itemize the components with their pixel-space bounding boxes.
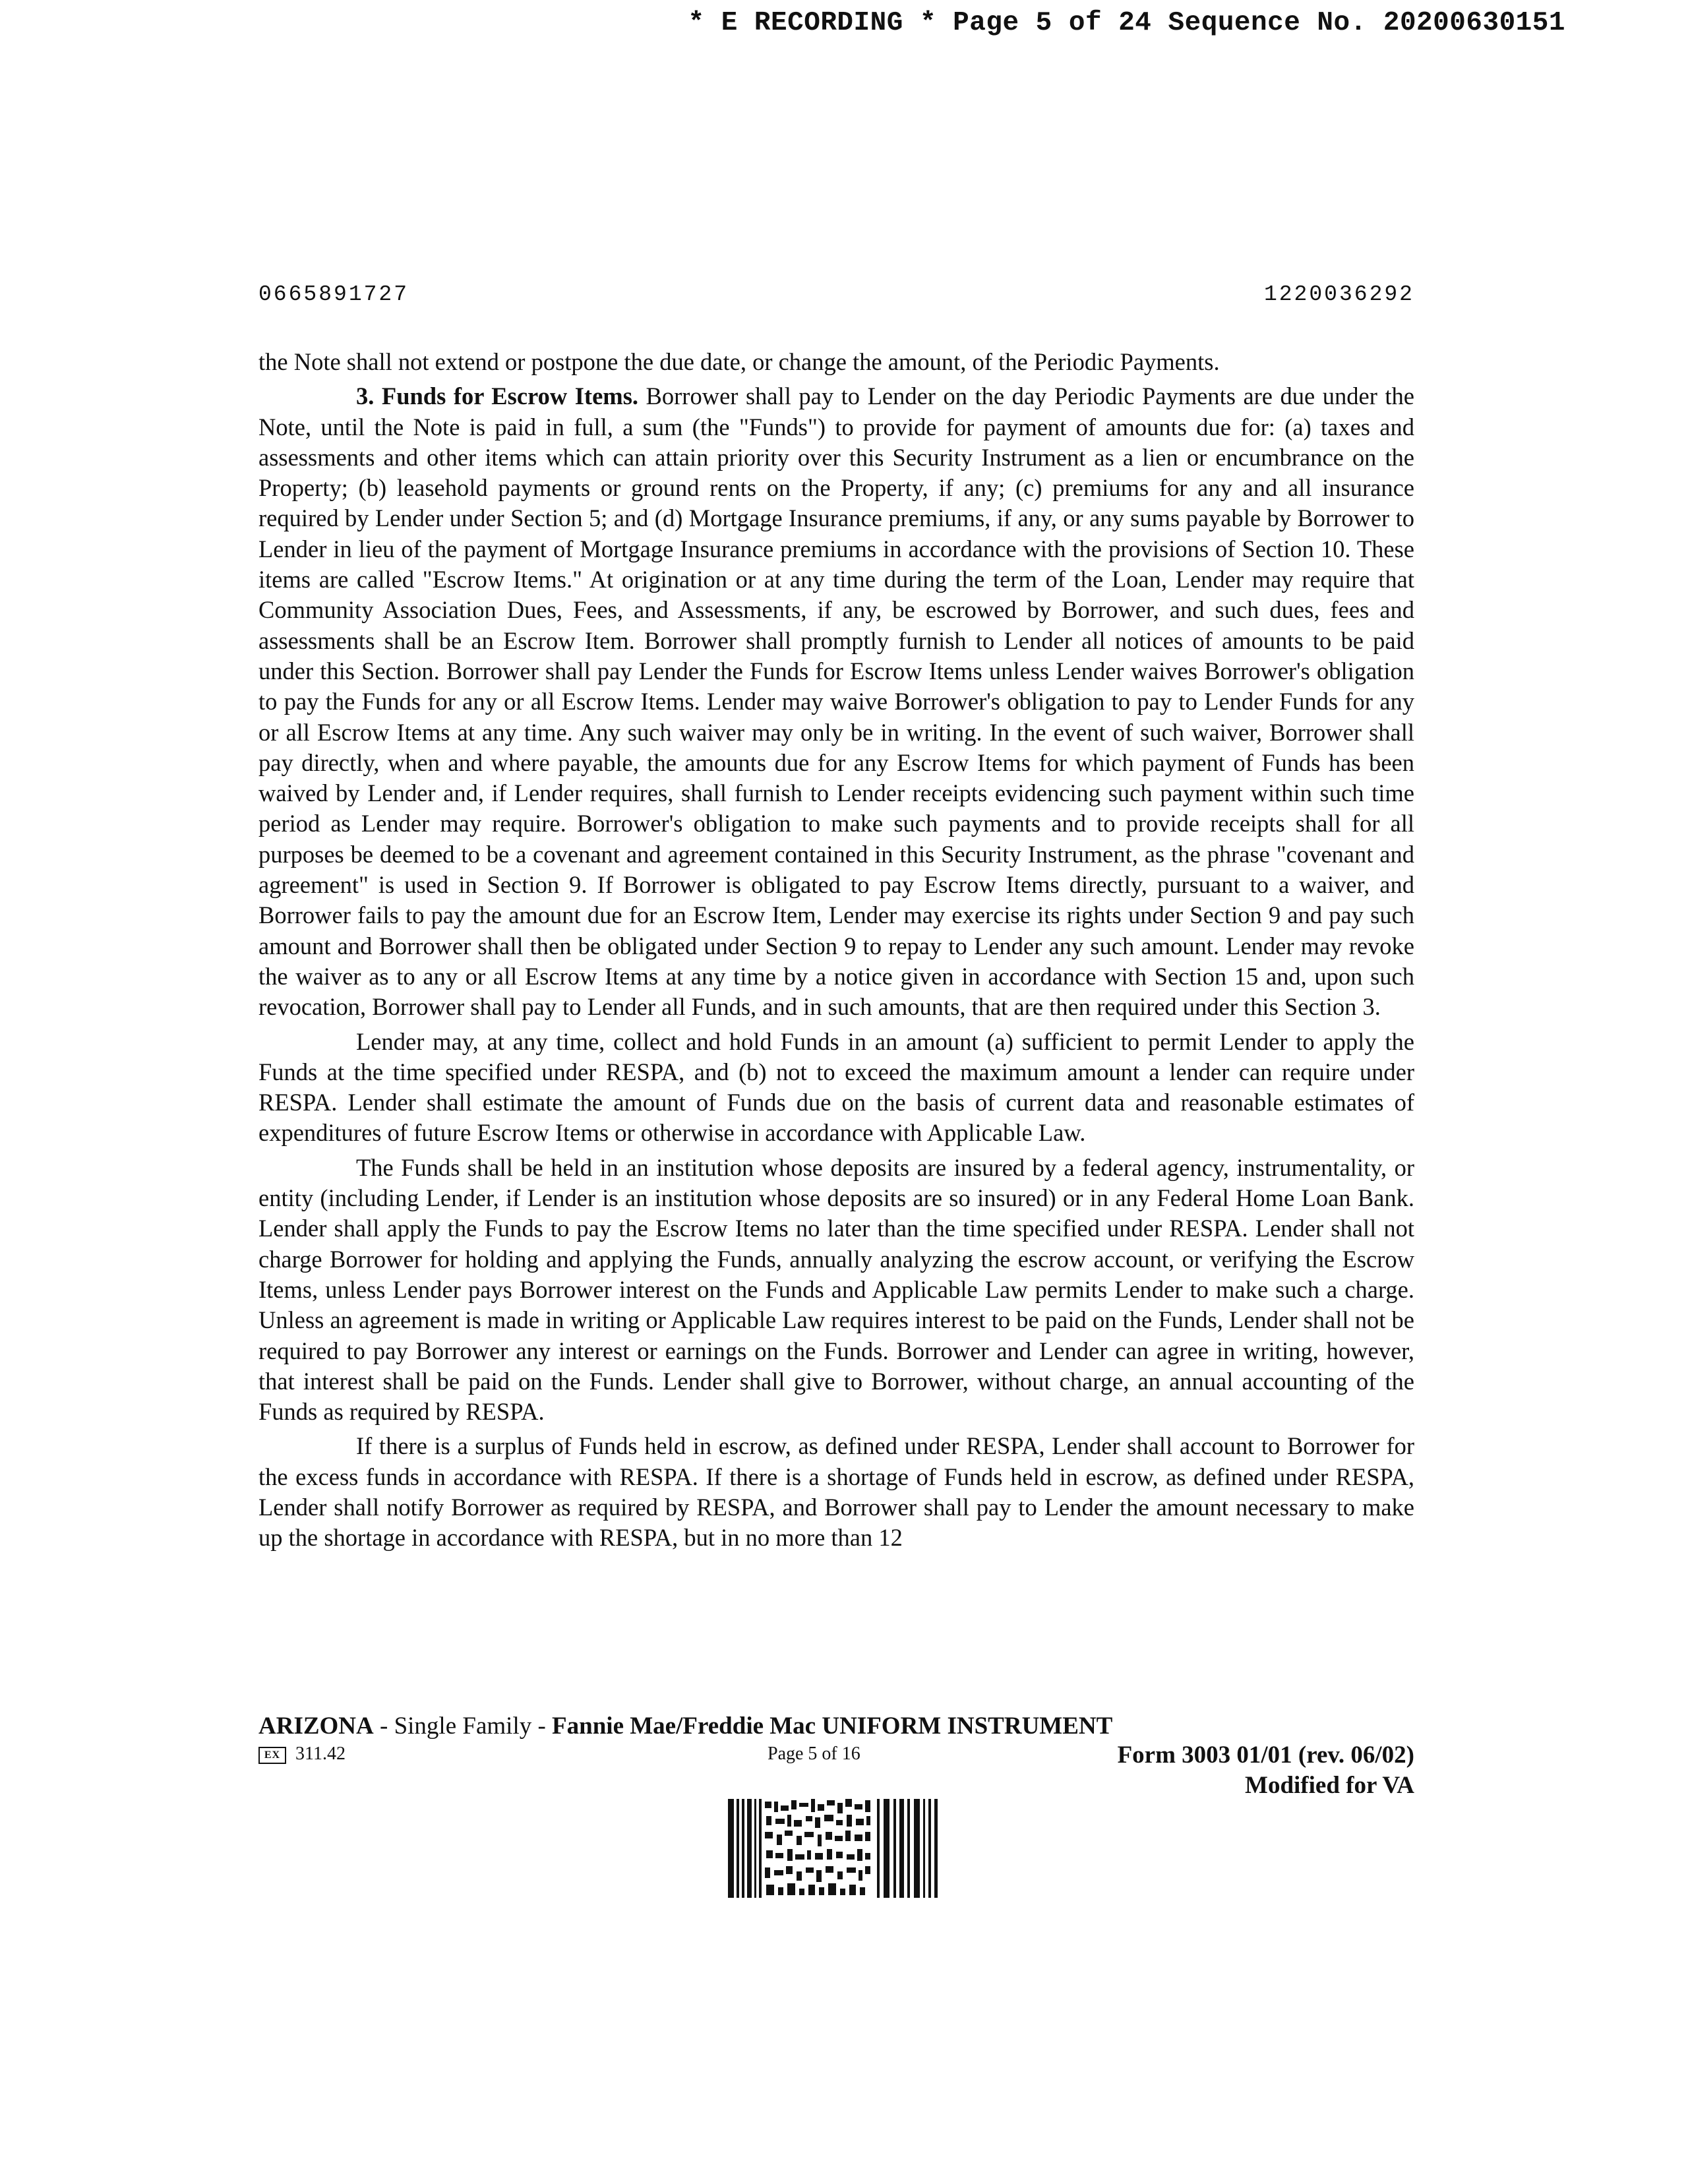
footer-row	[258, 1741, 1414, 1771]
modified-note: Modified for VA	[1245, 1772, 1414, 1799]
paragraph-collect-hold-funds: Lender may, at any time, collect and hold Funds in an amount (a) sufficient to permit Lender to apply the Funds at the time specified under RESPA, and (b) not to exceed the maximum amount a lender can require under RESPA. Lender shall estimate the amount of Funds due on the basis of current data and reasonable estimates of expenditures of future Escrow Items or otherwise in accordance with Applicable Law.	[258, 1027, 1414, 1147]
paragraph-surplus-shortage: If there is a surplus of Funds held in escrow, as defined under RESPA, Lender shall account to Borrower for the excess funds in accordance with RESPA. If there is a shortage of Funds held in escrow, as defined under RESPA, Lender shall notify Borrower as required by RESPA, and Borrower shall pay to Lender the amount necessary to make up the shortage in accordance with RESPA, but in no more than 12	[258, 1432, 1414, 1552]
form-number: Form 3003 01/01 (rev. 06/02)	[1117, 1742, 1414, 1769]
loan-number-left: 0665891727	[258, 282, 409, 307]
footer-state: ARIZONA	[258, 1713, 374, 1740]
barcode-icon	[728, 1799, 939, 1898]
paragraph-text: Borrower shall pay to Lender on the day Periodic Payments are due under the Note, until the Note is paid in full, a sum (the "Funds") to provide for payment of amounts due for: (a) taxes and assessments and other items which can attain priority over this Security Instrument as a lien or encumbrance on the Property; (b) leasehold payments or ground rents on the Property, if any; (c) premiums for any and all insurance required by Lender under Section 5; and (d) Mortgage Insurance premiums, if any, or any sums payable by Borrower to Lender in lieu of the payment of Mortgage Insurance premiums in accordance with the provisions of Section 10. These items are called "Escrow Items." At origination or at any time during the term of the Loan, Lender may require that Community Association Dues, Fees, and Assessments, if any, be escrowed by Borrower, and such dues, fees and assessments shall be an Escrow Item. Borrower shall promptly furnish to Lender all notices of amounts to be paid under this Section. Borrower shall pay Lender the Funds for Escrow Items unless Lender waives Borrower's obligation to pay the Funds for any or all Escrow Items. Lender may waive Borrower's obligation to pay to Lender Funds for any or all Escrow Items at any time. Any such waiver may only be in writing. In the event of such waiver, Borrower shall pay directly, when and where payable, the amounts due for any Escrow Items for which payment of Funds has been waived by Lender and, if Lender requires, shall furnish to Lender receipts evidencing such payment within such time period as Lender may require. Borrower's obligation to make such payments and to provide receipts shall for all purposes be deemed to be a covenant and agreement contained in this Security Instrument, as the phrase "covenant and agreement" is used in Section 9. If Borrower is obligated to pay Escrow Items directly, pursuant to a waiver, and Borrower fails to pay the amount due for an Escrow Item, Lender may exercise its rights under Section 9 and pay such amount and Borrower shall then be obligated under Section 9 to repay to Lender any such amount. Lender may revoke the waiver as to any or all Escrow Items at any time by a notice given in accordance with Section 15 and, upon such revocation, Borrower shall pay to Lender all Funds, and in such amounts, that are then required under this Section 3.	[258, 382, 1414, 1021]
page-counter: Page 5 of 16	[768, 1744, 860, 1764]
footer-instrument: Fannie Mae/Freddie Mac UNIFORM INSTRUMENT	[552, 1713, 1113, 1740]
paragraph-continuation: the Note shall not extend or postpone the due date, or change the amount, of the Periodic Payments.	[258, 348, 1220, 375]
paragraph-funds-for-escrow-items	[258, 381, 1414, 1022]
loan-number-right: 1220036292	[1263, 282, 1414, 307]
form-code	[258, 1744, 346, 1765]
ex-logo-icon: EX	[258, 1747, 286, 1764]
section-heading-3: 3. Funds for Escrow Items.	[356, 382, 639, 410]
document-footer	[258, 1712, 1414, 1800]
footer-separator: - Single Family -	[373, 1713, 553, 1740]
loan-numbers-row	[258, 282, 1414, 307]
form-code-number: 311.42	[295, 1744, 346, 1764]
document-body	[258, 347, 1414, 1558]
footer-title	[258, 1712, 1414, 1741]
recording-header: * E RECORDING * Page 5 of 24 Sequence No. 20200630151	[688, 8, 1565, 38]
paragraph-funds-held: The Funds shall be held in an institution whose deposits are insured by a federal agency, instrumentality, or entity (including Lender, if Lender is an institution whose deposits are so insured) or in any Federal Home Loan Bank. Lender shall apply the Funds to pay the Escrow Items no later than the time specified under RESPA. Lender shall not charge Borrower for holding and applying the Funds, annually analyzing the escrow account, or verifying the Escrow Items, unless Lender pays Borrower interest on the Funds and Applicable Law permits Lender to make such a charge. Unless an agreement is made in writing or Applicable Law requires interest to be paid on the Funds, Lender shall not be required to pay Borrower any interest or earnings on the Funds. Borrower and Lender can agree in writing, however, that interest shall be paid on the Funds. Lender shall give to Borrower, without charge, an annual accounting of the Funds as required by RESPA.	[258, 1153, 1414, 1426]
